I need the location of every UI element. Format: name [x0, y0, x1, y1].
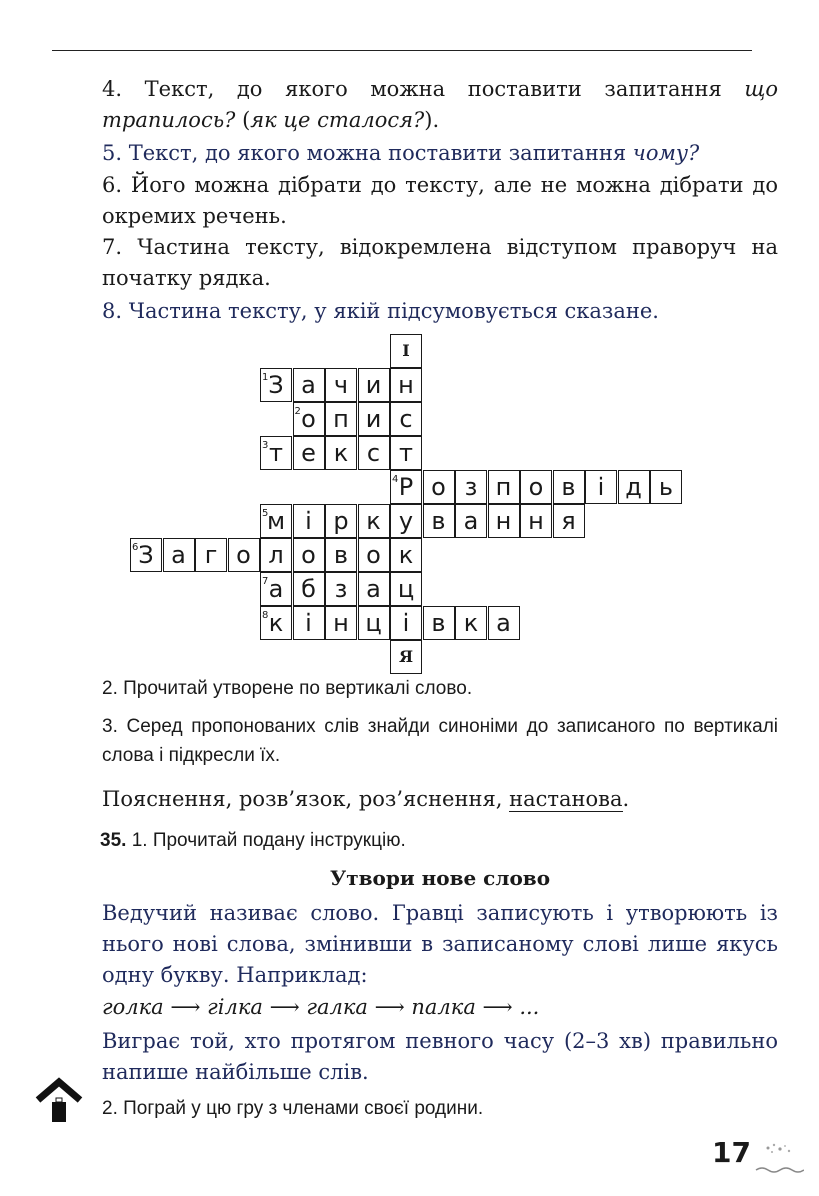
crossword-letter: і — [402, 609, 410, 637]
crossword-letter: п — [333, 405, 349, 433]
crossword-letter: б — [301, 575, 316, 603]
task-2: 2. Прочитай утворене по вертикалі слово. — [102, 678, 473, 699]
crossword-letter: н — [495, 507, 512, 535]
crossword-letter: з — [464, 473, 478, 501]
crossword-clue-number: 3 — [262, 440, 269, 451]
crossword-letter: д — [625, 473, 642, 501]
underlined-word: настанова — [509, 787, 623, 811]
definition-4: 4. Текст, до якого можна поставити запитання що трапилось? (як це сталося?). — [102, 77, 778, 132]
crossword-letter: н — [528, 507, 544, 535]
crossword-letter: а — [268, 575, 284, 603]
crossword-clue-number: 2 — [294, 406, 301, 417]
crossword-clue-number: 4 — [392, 474, 399, 485]
home-icon — [34, 1076, 84, 1124]
crossword-letter: г — [204, 541, 218, 569]
crossword-letter: ь — [658, 473, 674, 501]
crossword-letter: З — [268, 371, 284, 399]
crossword-letter: м — [266, 507, 286, 535]
game-winner: Виграє той, хто протягом певного часу (2–3 хв) правильно напише найбільше слів. — [102, 1029, 778, 1084]
crossword-letter: о — [431, 473, 446, 501]
crossword-letter: к — [463, 609, 479, 637]
corner-ornament-icon — [754, 1140, 804, 1176]
crossword-letter: а — [171, 541, 186, 569]
crossword-letter: З — [138, 541, 154, 569]
crossword-letter: п — [495, 473, 512, 501]
crossword-clue-number: 7 — [262, 576, 269, 587]
definition-5: 5. Текст, до якого можна поставити запитання чому? — [102, 141, 700, 165]
crossword-letter: и — [365, 371, 382, 399]
definition-6: 6. Його можна дібрати до тексту, але не можна дібрати до окремих речень. — [102, 173, 778, 228]
crossword-clue-number: 6 — [132, 542, 139, 553]
crossword-letter: в — [561, 473, 576, 501]
crossword-letter: к — [333, 439, 349, 467]
crossword-letter: о — [236, 541, 251, 569]
crossword-letter: в — [431, 609, 446, 637]
crossword-letter: а — [366, 575, 381, 603]
page-number: 17 — [712, 1136, 751, 1169]
synonym-words: Пояснення, розв’язок, роз’яснення, настанова. — [102, 787, 630, 811]
crossword-letter: е — [301, 439, 316, 467]
crossword-letter: и — [365, 405, 382, 433]
crossword-vertical-letter: І — [402, 341, 410, 360]
crossword-letter: к — [366, 507, 381, 535]
crossword-letter: я — [561, 507, 576, 535]
crossword-letter: і — [305, 507, 312, 535]
crossword-vertical-letter: Я — [398, 647, 414, 666]
crossword-clue-number: 5 — [262, 508, 269, 519]
crossword-letter: і — [305, 609, 312, 637]
crossword-letter: л — [268, 541, 284, 569]
crossword-letter: і — [597, 473, 605, 501]
crossword-letter: а — [301, 371, 316, 399]
game-example: голка ⟶ гілка ⟶ галка ⟶ палка ⟶ ... — [102, 995, 540, 1019]
crossword-letter: т — [399, 439, 413, 467]
crossword-letter: о — [301, 541, 316, 569]
crossword-letter: о — [528, 473, 544, 501]
crossword-letter: н — [398, 371, 414, 399]
game-task-2: 2. Пограй у цю гру з членами своєї родини. — [102, 1098, 484, 1119]
crossword-letter: о — [366, 541, 381, 569]
crossword-letter: т — [269, 439, 283, 467]
crossword-letter: к — [268, 609, 284, 637]
crossword-letter: у — [398, 507, 414, 535]
crossword-letter: а — [463, 507, 479, 535]
crossword-letter: Р — [398, 473, 414, 501]
crossword-clue-number: 8 — [262, 610, 269, 621]
game-title: Утвори нове слово — [329, 866, 551, 890]
crossword-letter: н — [333, 609, 349, 637]
exercise-35: 35. 1. Прочитай подану інструкцію. — [100, 830, 406, 851]
crossword-letter: ц — [365, 609, 382, 637]
crossword-letter: с — [366, 439, 381, 467]
crossword-letter: в — [333, 541, 349, 569]
crossword-letter: с — [399, 405, 413, 433]
task-3: 3. Серед пропонованих слів знайди синоніми до записаного по вертикалі слова і підкресли їх. — [102, 716, 778, 766]
definition-8: 8. Частина тексту, у якій підсумовується сказане. — [102, 299, 659, 323]
game-rules: Ведучий називає слово. Гравці записують і утворюють із нього нові слова, змінивши в записаному слові лише якусь одну букву. Наприклад: — [102, 901, 778, 987]
definition-7: 7. Частина тексту, відокремлена відступом праворуч на початку рядка. — [102, 235, 778, 290]
crossword-letter: ч — [333, 371, 349, 399]
crossword-letter: к — [398, 541, 414, 569]
crossword-clue-number: 1 — [262, 372, 269, 383]
crossword-letter: з — [334, 575, 348, 603]
crossword-letter: а — [496, 609, 511, 637]
crossword-letter: р — [333, 507, 349, 535]
crossword-letter: в — [431, 507, 446, 535]
crossword-letter: ц — [397, 575, 415, 603]
crossword-letter: о — [301, 405, 316, 433]
